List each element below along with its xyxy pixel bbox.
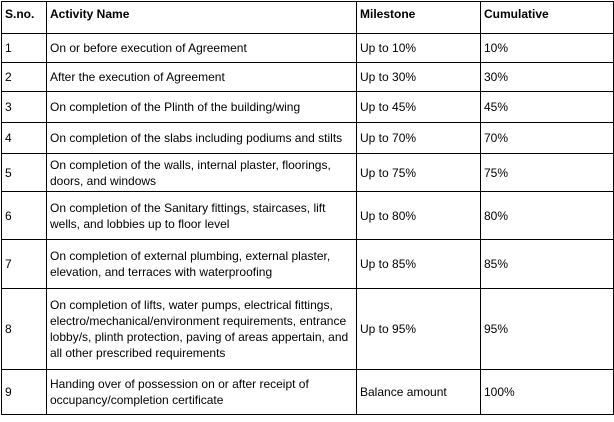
cell-milestone: Balance amount <box>357 370 481 415</box>
cell-sno: 7 <box>2 240 47 289</box>
header-activity-name: Activity Name <box>47 2 357 34</box>
cell-activity: On completion of the Sanitary fittings, staircases, lift wells, and lobbies up to floor level <box>47 192 357 240</box>
cell-sno: 6 <box>2 192 47 240</box>
cell-cumulative: 95% <box>481 289 614 370</box>
cell-milestone: Up to 95% <box>357 289 481 370</box>
cell-milestone: Up to 10% <box>357 34 481 63</box>
cell-activity: On completion of external plumbing, external plaster, elevation, and terraces with waterproofing <box>47 240 357 289</box>
cell-cumulative: 10% <box>481 34 614 63</box>
cell-milestone: Up to 45% <box>357 92 481 123</box>
cell-sno: 4 <box>2 123 47 154</box>
cell-activity: On completion of the slabs including podiums and stilts <box>47 123 357 154</box>
payment-schedule-table <box>1 1 614 415</box>
table-row <box>2 370 614 415</box>
cell-sno: 3 <box>2 92 47 123</box>
cell-cumulative: 45% <box>481 92 614 123</box>
cell-cumulative: 85% <box>481 240 614 289</box>
cell-milestone: Up to 80% <box>357 192 481 240</box>
cell-activity: On completion of the Plinth of the building/wing <box>47 92 357 123</box>
cell-cumulative: 100% <box>481 370 614 415</box>
table-row <box>2 240 614 289</box>
table-row <box>2 192 614 240</box>
table-row <box>2 289 614 370</box>
cell-activity: On or before execution of Agreement <box>47 34 357 63</box>
header-cumulative: Cumulative <box>481 2 614 34</box>
table-row <box>2 154 614 192</box>
cell-milestone: Up to 75% <box>357 154 481 192</box>
cell-activity: Handing over of possession on or after receipt of occupancy/completion certificate <box>47 370 357 415</box>
cell-activity: After the execution of Agreement <box>47 63 357 92</box>
cell-cumulative: 30% <box>481 63 614 92</box>
cell-cumulative: 70% <box>481 123 614 154</box>
table-header-row <box>2 2 614 34</box>
cell-cumulative: 80% <box>481 192 614 240</box>
cell-milestone: Up to 30% <box>357 63 481 92</box>
table-row <box>2 123 614 154</box>
cell-sno: 1 <box>2 34 47 63</box>
cell-cumulative: 75% <box>481 154 614 192</box>
cell-sno: 8 <box>2 289 47 370</box>
header-milestone: Milestone <box>357 2 481 34</box>
table-row <box>2 34 614 63</box>
cell-activity: On completion of the walls, internal plaster, floorings, doors, and windows <box>47 154 357 192</box>
cell-milestone: Up to 85% <box>357 240 481 289</box>
header-sno: S.no. <box>2 2 47 34</box>
cell-sno: 9 <box>2 370 47 415</box>
cell-activity: On completion of lifts, water pumps, electrical fittings, electro/mechanical/environment requirements, entrance lobby/s, plinth protection, paving of areas appertain, and all other prescribed requirements <box>47 289 357 370</box>
table-row <box>2 63 614 92</box>
table-row <box>2 92 614 123</box>
cell-sno: 2 <box>2 63 47 92</box>
cell-milestone: Up to 70% <box>357 123 481 154</box>
cell-sno: 5 <box>2 154 47 192</box>
